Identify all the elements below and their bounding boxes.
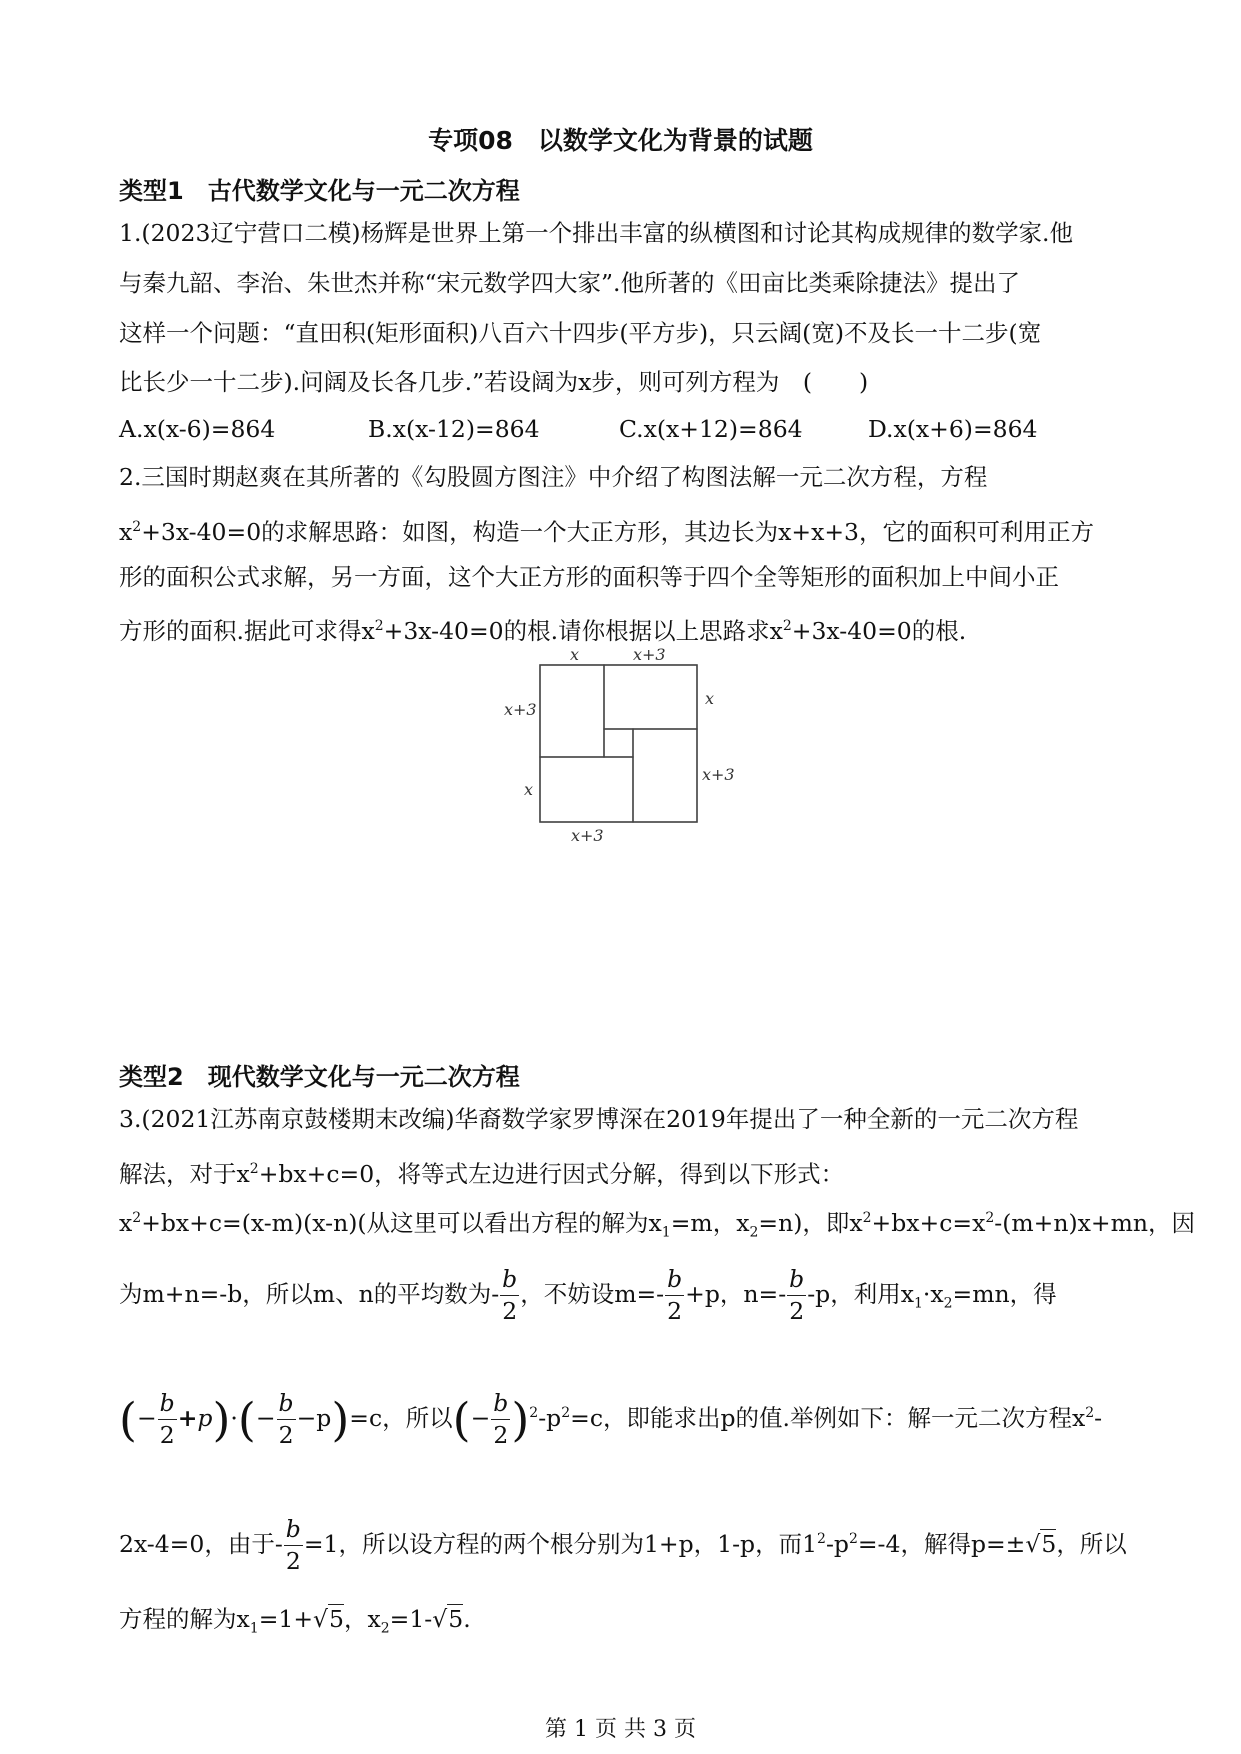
label-left-x: x [524, 780, 534, 799]
q1-option-a[interactable]: A.x(x-6)=864 [119, 415, 276, 443]
label-right-x3: x+3 [702, 765, 735, 784]
q2-line4: 方形的面积.据此可求得$x^2+3x-40=0$的根.请你根据以上思路求$x^2+3x-40=0$的根. [119, 616, 967, 645]
q2-line3: 形的面积公式求解，另一方面，这个大正方形的面积等于四个全等矩形的面积加上中间小正 [119, 563, 1059, 591]
label-bottom-x3: x+3 [571, 826, 604, 845]
rect-bottom-left [540, 757, 633, 822]
section-heading-type2: 类型2 现代数学文化与一元二次方程 [119, 1063, 520, 1091]
center-small-square [604, 729, 633, 757]
q1-option-d[interactable]: D.x(x+6)=864 [868, 415, 1038, 443]
q3-line4: 为m+n=-b，所以m、n的平均数为- $\frac{b}{2}$ ，不妨设m=- $\frac{b}{2}$ +p，n=- $\frac{b}{2}$ -p，利用$x_1\cdot x_2=mn$，得 [119, 1265, 1057, 1325]
label-left-x3: x+3 [504, 700, 537, 719]
fraction-b-over-2: $\frac{b}{2}$ [667, 1265, 683, 1325]
label-top-x3: x+3 [633, 647, 666, 664]
q3-line7: 方程的解为$x_1=1+√5$，$x_2=1-√5$. [119, 1605, 471, 1637]
fraction-b-over-2: $\frac{b}{2}$ [159, 1389, 175, 1449]
q1-line1: 1.(2023辽宁营口二模)杨辉是世界上第一个排出丰富的纵横图和讨论其构成规律的数学家.他 [119, 219, 1074, 247]
q1-option-c[interactable]: C.x(x+12)=864 [619, 415, 803, 443]
fraction-b-over-2: $\frac{b}{2}$ [285, 1515, 301, 1575]
q3-line5: (− $\frac{b}{2}$ +p)·(− $\frac{b}{2}$ −p)=c，所以(− $\frac{b}{2}$ )$^2-p^2=c$，即能求出p的值.举例如下：解一元二次方程$x^2-$ [119, 1389, 1103, 1449]
outer-square [540, 665, 697, 822]
fraction-b-over-2: $\frac{b}{2}$ [278, 1389, 294, 1449]
label-top-x: x [570, 647, 580, 664]
q1-line4: 比长少一十二步).问阔及长各几步.”若设阔为x步，则可列方程为 ( ) [119, 368, 869, 396]
section-heading-type1: 类型1 古代数学文化与一元二次方程 [119, 177, 520, 205]
q1-line3: 这样一个问题：“直田积(矩形面积)八百六十四步(平方步)，只云阔(宽)不及长一十二步(宽 [119, 319, 1042, 347]
page-footer: 第 1 页 共 3 页 [545, 1717, 696, 1742]
q3-line2: 解法，对于$x^2+bx+c=0$，将等式左边进行因式分解，得到以下形式： [119, 1159, 845, 1188]
label-right-x: x [705, 689, 715, 708]
q1-option-b[interactable]: B.x(x-12)=864 [368, 415, 540, 443]
q3-line3: $x^2+bx+c=(x-m)(x-n)$(从这里可以看出方程的解为$x_1=m$，$x_2=n$)，即$x^2+bx+c=x^2-(m+n)x+mn$，因 [119, 1208, 1196, 1241]
page-title: 专项08 以数学文化为背景的试题 [428, 126, 813, 155]
q2-line2: $x^2+3x-40=0$的求解思路：如图，构造一个大正方形，其边长为x+x+3，它的面积可利用正方 [119, 517, 1094, 546]
fraction-b-over-2: $\frac{b}{2}$ [493, 1389, 509, 1449]
q1-line2: 与秦九韶、李治、朱世杰并称“宋元数学四大家”.他所著的《田亩比类乘除捷法》提出了 [119, 269, 1020, 297]
zhao-shuang-square-figure [500, 647, 740, 847]
rect-bottom-right [633, 729, 697, 822]
rect-top-left [540, 665, 604, 757]
q3-line6: 2x-4=0，由于- $\frac{b}{2}$ =1，所以设方程的两个根分别为1+p，1-p，而$1^2-p^2=-4$，解得p=±√5，所以 [119, 1515, 1127, 1575]
rect-top-right [604, 665, 697, 729]
fraction-b-over-2: $\frac{b}{2}$ [789, 1265, 805, 1325]
q3-line1: 3.(2021江苏南京鼓楼期末改编)华裔数学家罗博深在2019年提出了一种全新的一元二次方程 [119, 1105, 1079, 1133]
fraction-b-over-2: $\frac{b}{2}$ [502, 1265, 518, 1325]
q2-line1: 2.三国时期赵爽在其所著的《勾股圆方图注》中介绍了构图法解一元二次方程，方程 [119, 463, 988, 491]
